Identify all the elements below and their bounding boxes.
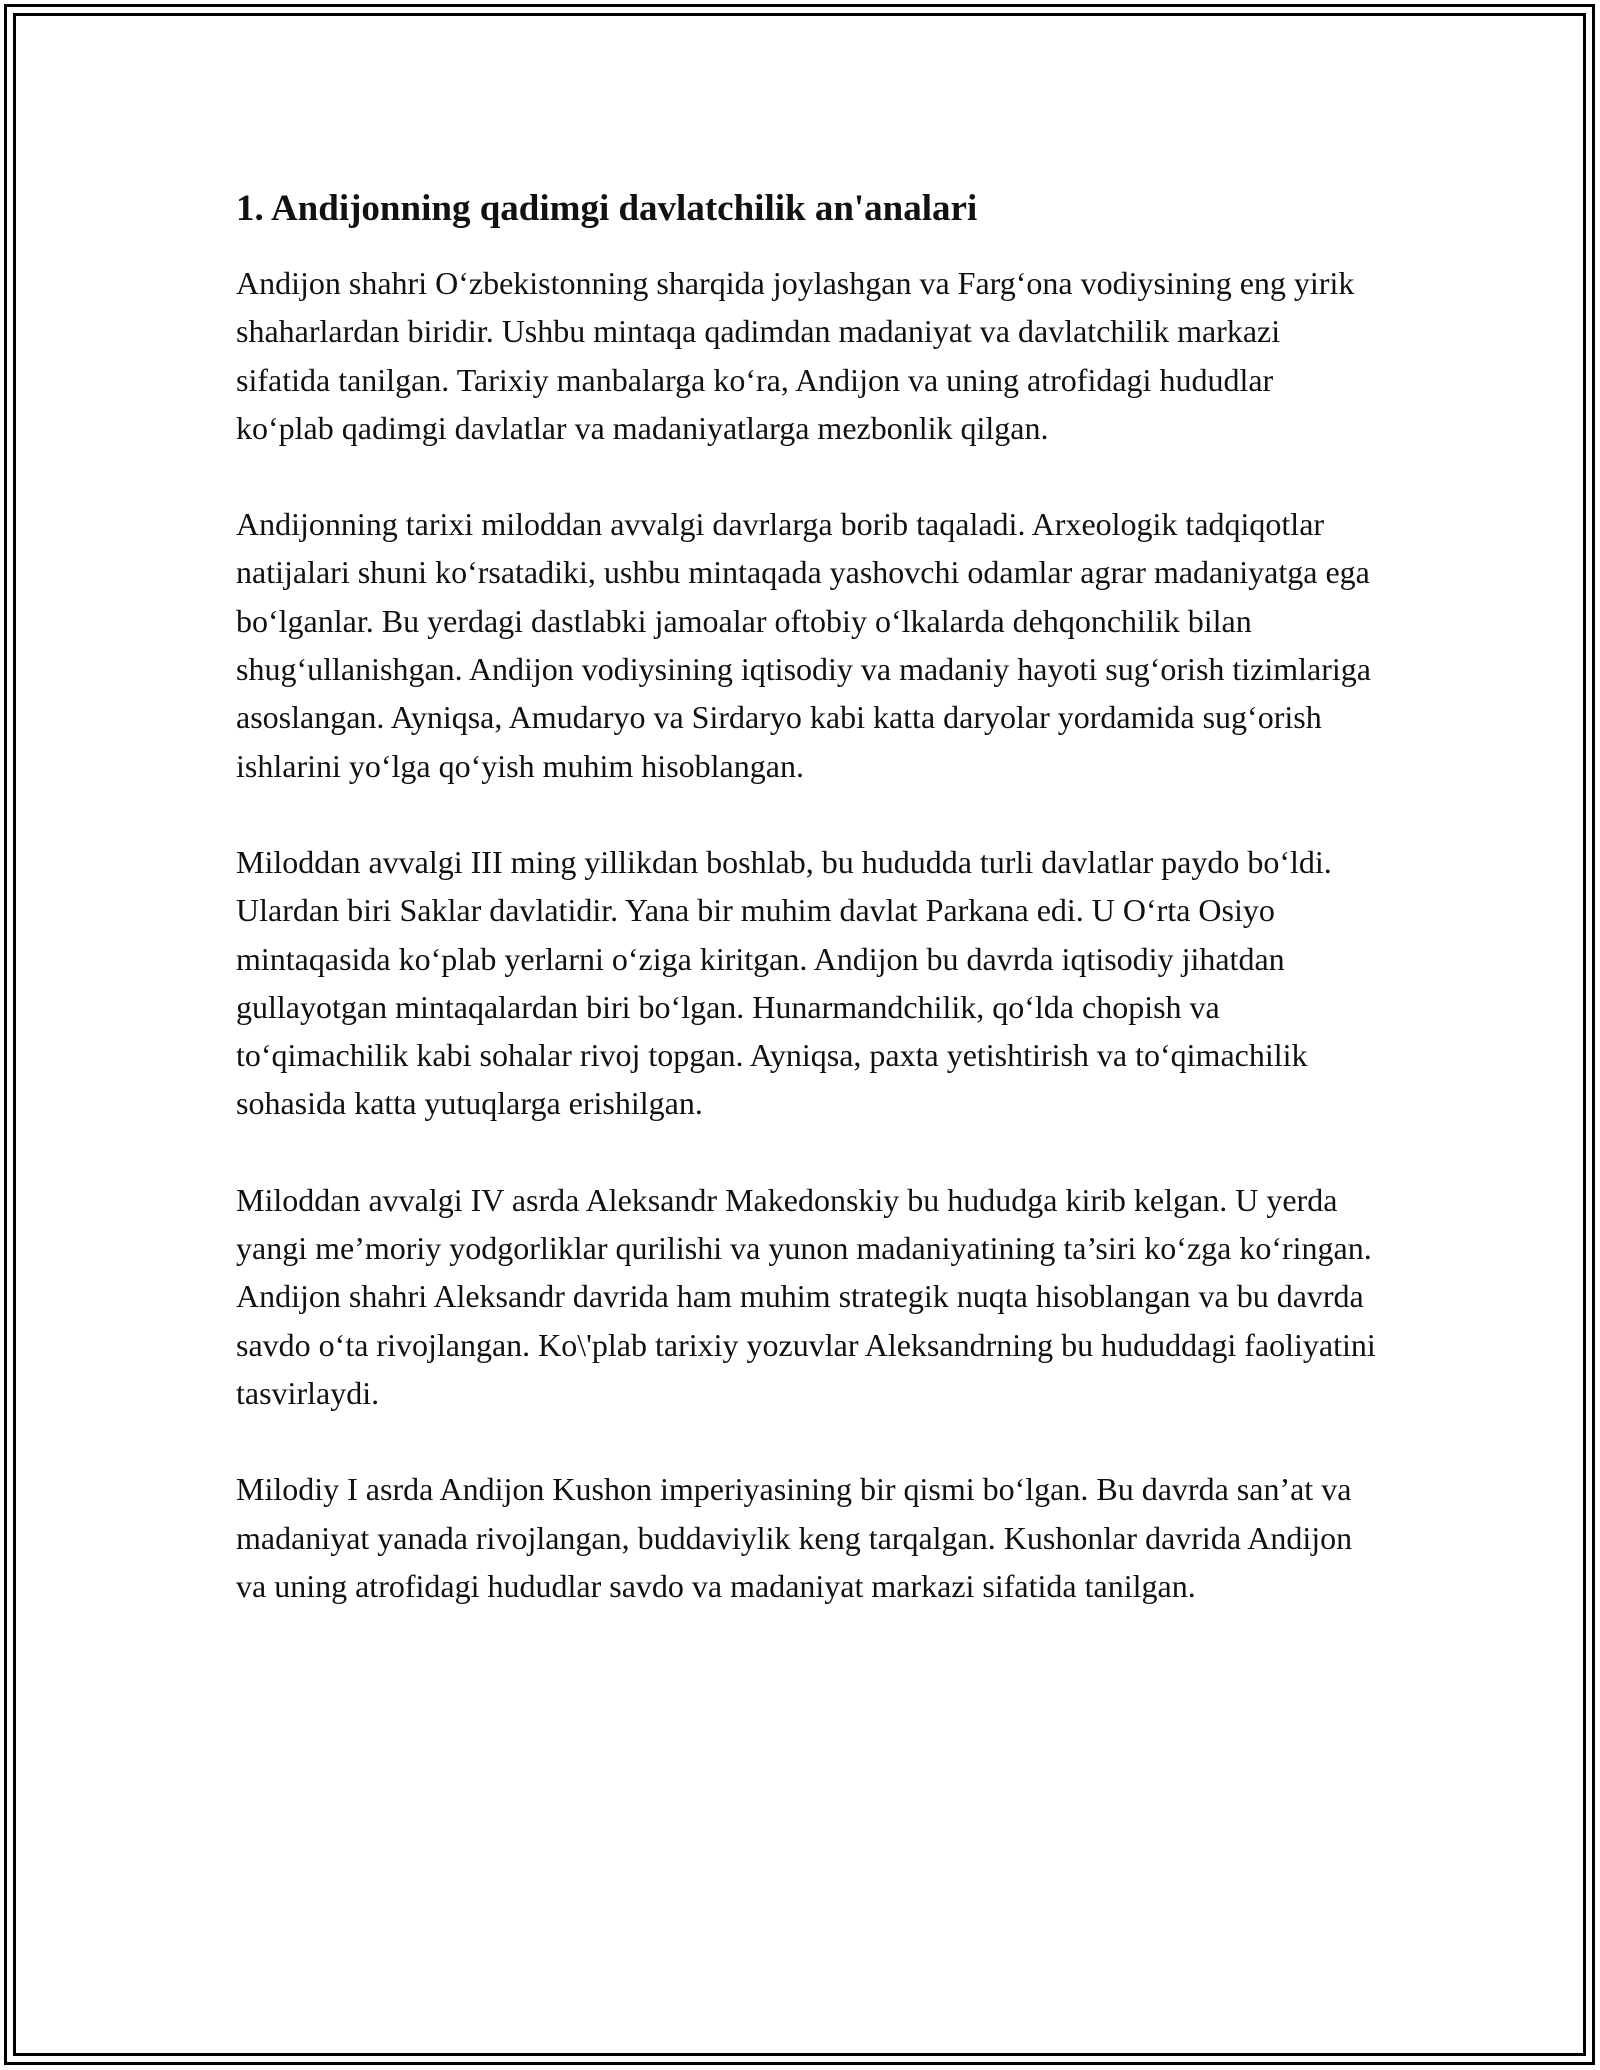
paragraph-alexander: Miloddan avvalgi IV asrda Aleksandr Makedonskiy bu hududga kirib kelgan. U yerda yangi me’moriy yodgorliklar qurilishi va yunon madaniyatining ta’siri ko‘zga ko‘ringan. Andijon shahri Aleksandr davrida ham muhim strategik nuqta hisoblangan va bu davrda savdo o‘ta rivojlangan. Ko\'plab tarixiy yozuvlar Aleksandrning bu hududdagi faoliyatini tasvirlaydi. — [236, 1181, 1376, 1411]
section-heading: 1. Andijonning qadimgi davlatchilik an'analari — [236, 188, 978, 229]
paragraph-ancient-history: Andijonning tarixi miloddan avvalgi davrlarga borib taqaladi. Arxeologik tadqiqotlar natijalari shuni ko‘rsatadiki, ushbu mintaqada yashovchi odamlar agrar madaniyatga ega bo‘lganlar. Bu yerdagi dastlabki jamoalar oftobiy o‘lkalarda dehqonchilik bilan shug‘ullanishgan. Andijon vodiysining iqtisodiy va madaniy hayoti sug‘orish tizimlariga asoslangan. Ayniqsa, Amudaryo va Sirdaryo kabi katta daryolar yordamida sug‘orish ishlarini yo‘lga qo‘yish muhim hisoblangan. — [236, 506, 1371, 784]
paragraph-intro: Andijon shahri O‘zbekistonning sharqida joylashgan va Farg‘ona vodiysining eng yirik shaharlardan biridir. Ushbu mintaqa qadimdan madaniyat va davlatchilik markazi sifatida tanilgan. Tarixiy manbalarga ko‘ra, Andijon va uning atrofidagi hududlar ko‘plab qadimgi davlatlar va madaniyatlarga mezbonlik qilgan. — [236, 265, 1355, 446]
paragraph-kushan: Milodiy I asrda Andijon Kushon imperiyasining bir qismi bo‘lgan. Bu davrda san’at va madaniyat yanada rivojlangan, buddaviylik keng tarqalgan. Kushonlar davrida Andijon va uning atrofidagi hududlar savdo va madaniyat markazi sifatida tanilgan. — [236, 1471, 1353, 1604]
paragraph-early-states: Miloddan avvalgi III ming yillikdan boshlab, bu hududda turli davlatlar paydo bo‘ldi. Ulardan biri Saklar davlatidir. Yana bir muhim davlat Parkana edi. U O‘rta Osiyo mintaqasida ko‘plab yerlarni o‘ziga kiritgan. Andijon bu davrda iqtisodiy jihatdan gullayotgan mintaqalardan biri bo‘lgan. Hunarmandchilik, qo‘lda chopish va to‘qimachilik kabi sohalar rivoj topgan. Ayniqsa, paxta yetishtirish va to‘qimachilik sohasida katta yutuqlarga erishilgan. — [236, 843, 1332, 1122]
document-body — [236, 185, 1376, 1658]
